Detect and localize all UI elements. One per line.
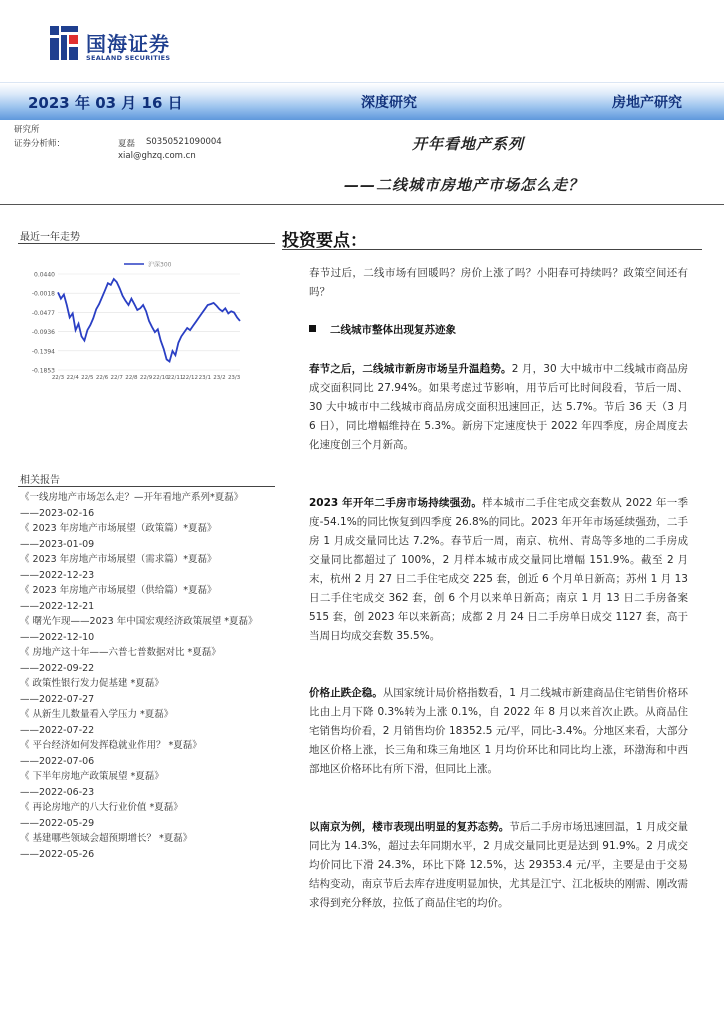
chart-y-tick-label: -0.1394 [31, 348, 55, 356]
related-report-date: ——2022-06-23 [20, 786, 95, 798]
paragraph-new-homes [309, 360, 688, 455]
chart-x-tick-label: 22/12 [182, 375, 199, 381]
related-report-date: ——2022-09-22 [20, 662, 95, 674]
chart-y-tick-label: -0.0477 [31, 309, 55, 317]
main-heading-rule [282, 249, 702, 250]
trend-chart [18, 250, 275, 385]
section-bullet [309, 322, 456, 337]
report-industry: 房地产研究 [612, 95, 682, 111]
paragraph-lead: 春节之后，二线城市新房市场呈升温趋势。 [309, 363, 512, 375]
chart-x-tick-labels [52, 375, 241, 381]
related-report-title: 《 曙光乍现——2023 年中国宏观经济政策展望 *夏磊》 [20, 616, 258, 627]
related-report-title: 《 下半年房地产政策展望 *夏磊》 [20, 771, 164, 782]
related-report-title: 《 2023 年房地产市场展望（供给篇）*夏磊》 [20, 585, 217, 596]
related-report-title: 《 从新生儿数量看入学压力 *夏磊》 [20, 709, 174, 720]
related-report-date: ——2022-05-29 [20, 817, 95, 829]
related-report-item[interactable] [20, 552, 270, 583]
chart-x-tick-label: 22/4 [66, 375, 79, 381]
brand-name-cn: 国海证券 [86, 32, 170, 56]
related-report-item[interactable] [20, 614, 270, 645]
related-report-item[interactable] [20, 521, 270, 552]
related-report-date: ——2022-12-23 [20, 569, 95, 581]
chart-x-tick-label: 22/11 [167, 375, 184, 381]
trend-heading-rule [18, 243, 275, 244]
paragraph-body: 样本城市二手住宅成交套数从 2022 年一季度-54.1%的同比恢复到四季度 26.8%的同比。2023 年开年市场延续强劲，二手房 1 月成交量同比达 7.2%。春节后一周，南京、杭州、青岛等多地的二手房成交量同比都超过了 100%，2 月样本城市成交量同比增幅 151.9%。截至 2 月末，杭州 2 月 27 日二手住宅成交 225 套，创近 6 个月单日新高；苏州 1 月 13 日二手住宅成交 362 套，创 6 个月以来单日新高；南京 1 月 13 日二手房备案 515 套，创 2023 年以来新高；成都 2 月 24 日二手房单日成交 1127 套，高于当周日均成交套数 35.5%。 [309, 497, 688, 642]
chart-y-tick-labels [32, 272, 55, 375]
chart-y-tick-label: -0.1853 [31, 367, 55, 375]
header-divider [0, 204, 724, 205]
paragraph-body: 从国家统计局价格指数看，1 月二线城市新建商品住宅销售价格环比由上月下降 0.3%转为上涨 0.1%，自 2022 年 8 月以来首次止跌。从商品住宅销售均价看，2 月销售均价 18352.5 元/平，同比-3.4%。分地区来看，大部分地区价格上涨，长三角和珠三角地区 1 月均价环比和同比均上涨，环渤海和中西部地区价格环比有所下滑，但同比上涨。 [309, 687, 688, 775]
related-report-title: 《 平台经济如何发挥稳就业作用？ *夏磊》 [20, 740, 202, 751]
chart-x-tick-label: 23/1 [198, 375, 211, 381]
bullet-square-icon [309, 325, 316, 332]
series-line-hs300 [58, 279, 240, 362]
related-report-item[interactable] [20, 738, 270, 769]
analyst-name: 夏磊 [118, 139, 136, 149]
related-report-date: ——2022-05-26 [20, 848, 95, 860]
chart-y-tick-label: -0.0936 [31, 329, 55, 337]
trend-heading: 最近一年走势 [20, 232, 80, 243]
paragraph-body: 节后二手房市场迅速回温，1 月成交量同比为 14.3%，超过去年同期水平，2 月成交量同比更是达到 91.9%。2 月成交均价同比下滑 24.3%，环比下降 12.5%，达 29353.4 元/平，主要是由于交易结构变动，南京节后去库存进度明显加快，尤其是江宁、江北板块的刚需、刚改需求得到充分释放，拉低了商品住宅的均价。 [309, 821, 688, 909]
section-title: 二线城市整体出现复苏迹象 [330, 324, 456, 336]
related-report-date: ——2022-07-27 [20, 693, 95, 705]
related-report-date: ——2023-01-09 [20, 538, 95, 550]
chart-x-tick-label: 22/6 [95, 375, 109, 381]
intro-paragraph: 春节过后，二线市场有回暖吗？房价上涨了吗？小阳春可持续吗？政策空间还有吗？ [309, 267, 688, 298]
chart-x-tick-label: 22/7 [110, 375, 123, 381]
sealand-logo-icon [50, 26, 78, 60]
paragraph-nanjing [309, 818, 688, 913]
chart-x-tick-label: 22/9 [139, 375, 153, 381]
paragraph-second-hand [309, 494, 688, 646]
related-report-title: 《一线房地产市场怎么走？—开年看地产系列*夏磊》 [20, 492, 244, 503]
related-report-date: ——2022-07-06 [20, 755, 95, 767]
related-report-title: 《 基建哪些领域会超预期增长？ *夏磊》 [20, 833, 193, 844]
related-report-item[interactable] [20, 707, 270, 738]
series-title: 开年看地产系列 [412, 135, 525, 153]
chart-y-tick-label: 0.0440 [34, 271, 55, 279]
related-report-title: 《 2023 年房地产市场展望（需求篇）*夏磊》 [20, 554, 217, 565]
related-report-date: ——2023-02-16 [20, 507, 95, 519]
analyst-role-label: 证券分析师： [14, 139, 66, 149]
analyst-license: S0350521090004 [146, 137, 222, 147]
related-report-item[interactable] [20, 769, 270, 800]
institute-label: 研究所 [14, 125, 40, 135]
analyst-email[interactable]: xial@ghzq.com.cn [118, 151, 196, 161]
related-report-item[interactable] [20, 800, 270, 831]
related-report-date: ——2022-12-10 [20, 631, 95, 643]
chart-x-tick-label: 23/3 [227, 375, 241, 381]
chart-x-tick-label: 23/2 [213, 375, 226, 381]
related-report-item[interactable] [20, 645, 270, 676]
related-report-title: 《 房地产这十年——六普七普数据对比 *夏磊》 [20, 647, 221, 658]
paragraph-body: 2 月，30 大中城市中二线城市商品房成交面积同比 27.94%。如果考虑过节影响，用节后可比时间段看，节后一周、30 大中城市中二线城市商品房成交面积迅速回正，达 5.7%。节后 36 天（3 月 6 日），同比增幅维持在 5.3%。新房下定速度快于 2022 年四季度，房企周度去化速度创三个月新高。 [309, 363, 689, 451]
chart-x-tick-label: 22/8 [125, 375, 138, 381]
report-type: 深度研究 [361, 95, 417, 111]
brand-name-en: SEALAND SECURITIES [86, 54, 171, 62]
related-report-item[interactable] [20, 583, 270, 614]
related-reports-list [20, 490, 270, 862]
related-report-title: 《 再论房地产的八大行业价值 *夏磊》 [20, 802, 183, 813]
paragraph-prices [309, 684, 688, 779]
chart-legend-label: 沪深300 [148, 261, 172, 269]
investment-highlights-heading: 投资要点： [282, 231, 367, 251]
paragraph-lead: 价格止跌企稳。 [309, 687, 383, 699]
report-subtitle: ——二线城市房地产市场怎么走？ [344, 176, 585, 194]
related-report-date: ——2022-07-22 [20, 724, 95, 736]
related-report-title: 《 政策性银行发力促基建 *夏磊》 [20, 678, 164, 689]
related-report-title: 《 2023 年房地产市场展望（政策篇）*夏磊》 [20, 523, 217, 534]
related-heading-rule [18, 486, 275, 487]
chart-x-tick-label: 22/5 [81, 375, 94, 381]
related-heading: 相关报告 [20, 475, 60, 486]
paragraph-lead: 2023 年开年二手房市场持续强劲。 [309, 497, 483, 509]
paragraph-lead: 以南京为例，楼市表现出明显的复苏态势。 [309, 821, 510, 833]
chart-x-tick-label: 22/10 [152, 375, 169, 381]
related-report-date: ——2022-12-21 [20, 600, 95, 612]
related-report-item[interactable] [20, 490, 270, 521]
chart-legend [124, 261, 172, 269]
related-report-item[interactable] [20, 676, 270, 707]
related-report-item[interactable] [20, 831, 270, 862]
chart-y-tick-label: -0.0018 [31, 290, 55, 298]
chart-x-tick-label: 22/3 [51, 375, 65, 381]
report-date: 2023 年 03 月 16 日 [28, 94, 183, 112]
